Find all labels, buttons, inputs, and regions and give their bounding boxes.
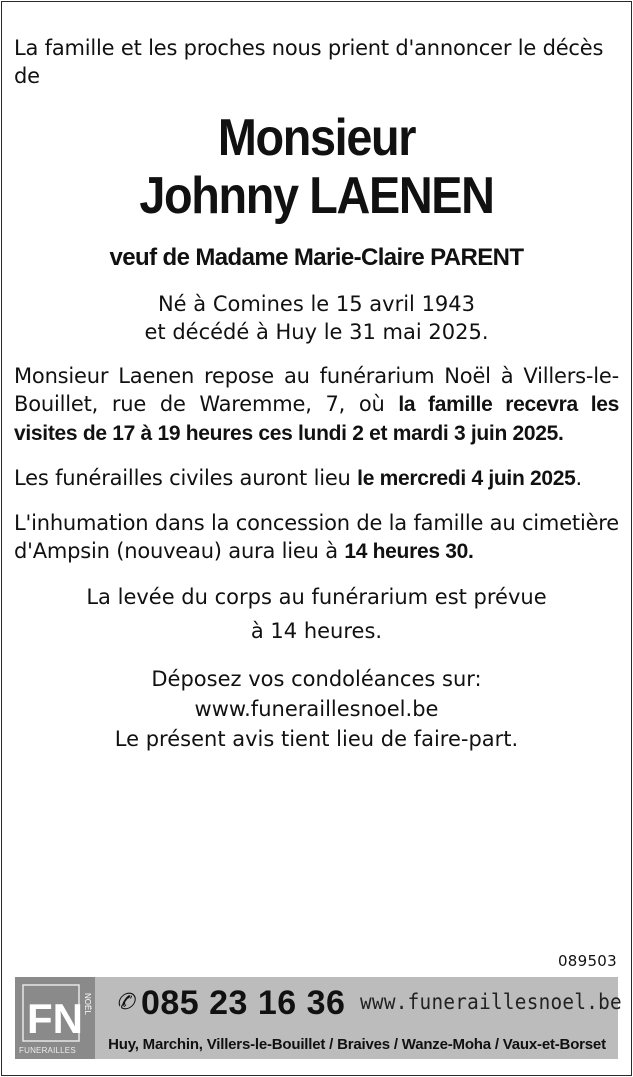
phone-icon: ✆	[116, 989, 135, 1014]
title-line-2: Johnny LAENEN	[139, 167, 494, 225]
rest-paragraph	[14, 362, 619, 448]
levee-line-2: à 14 heures.	[250, 619, 383, 643]
funeral-end: .	[575, 466, 583, 490]
birth-death-block	[14, 290, 619, 346]
burial-bold: 14 heures 30.	[344, 540, 474, 563]
deceased-name	[14, 110, 619, 224]
condolences-block	[14, 664, 619, 754]
birth-text: Né à Comines le 15 avril 1943	[157, 292, 476, 316]
funeral-plain: Les funérailles civiles auront lieu	[14, 466, 358, 490]
rest-bold: la famille recevra les visites de 17 à 19 heures ces lundi 2 et mardi 3 juin 2025.	[14, 393, 619, 445]
death-text: et décédé à Huy le 31 mai 2025.	[144, 320, 489, 344]
burial-plain: L'inhumation dans la concession de la famille au cimetière d'Ampsin (nouveau) aura lieu à	[14, 511, 619, 563]
logo-side: NOËL	[83, 993, 92, 1015]
notice-content	[14, 34, 619, 754]
reference-number: 089503	[557, 952, 617, 970]
condolences-line-1: Déposez vos condoléances sur:	[151, 667, 482, 691]
faire-part-text: Le présent avis tient lieu de faire-part.	[114, 727, 519, 751]
funeral-bold: le mercredi 4 juin 2025	[357, 467, 576, 490]
levee-block	[14, 580, 619, 648]
title-line-1: Monsieur	[217, 109, 416, 167]
phone-text: 085 23 16 36	[140, 984, 346, 1022]
logo-subtitle: FUNERAILLES	[19, 1046, 76, 1055]
logo-letters: FN	[27, 995, 83, 1042]
funeral-home-logo	[15, 977, 95, 1059]
funeral-paragraph	[14, 464, 619, 493]
burial-paragraph	[14, 509, 619, 566]
levee-line-1: La levée du corps au funérarium est prévue	[86, 585, 547, 609]
phone-number[interactable]	[116, 984, 345, 1023]
footer-locations: Huy, Marchin, Villers-le-Bouillet / Braives / Wanze-Moha / Vaux-et-Borset	[96, 1029, 618, 1059]
rest-plain: Monsieur Laenen repose au funérarium Noël à Villers-le-Bouillet, rue de Waremme, 7, où	[14, 364, 619, 416]
widow-of-text: veuf de Madame Marie-Claire PARENT	[109, 244, 524, 271]
intro-text: La famille et les proches nous prient d'annoncer le décès de	[14, 36, 604, 88]
footer-website-link[interactable]: www.funeraillesnoel.be	[360, 990, 622, 1014]
condolences-link[interactable]: www.funeraillesnoel.be	[194, 697, 439, 721]
